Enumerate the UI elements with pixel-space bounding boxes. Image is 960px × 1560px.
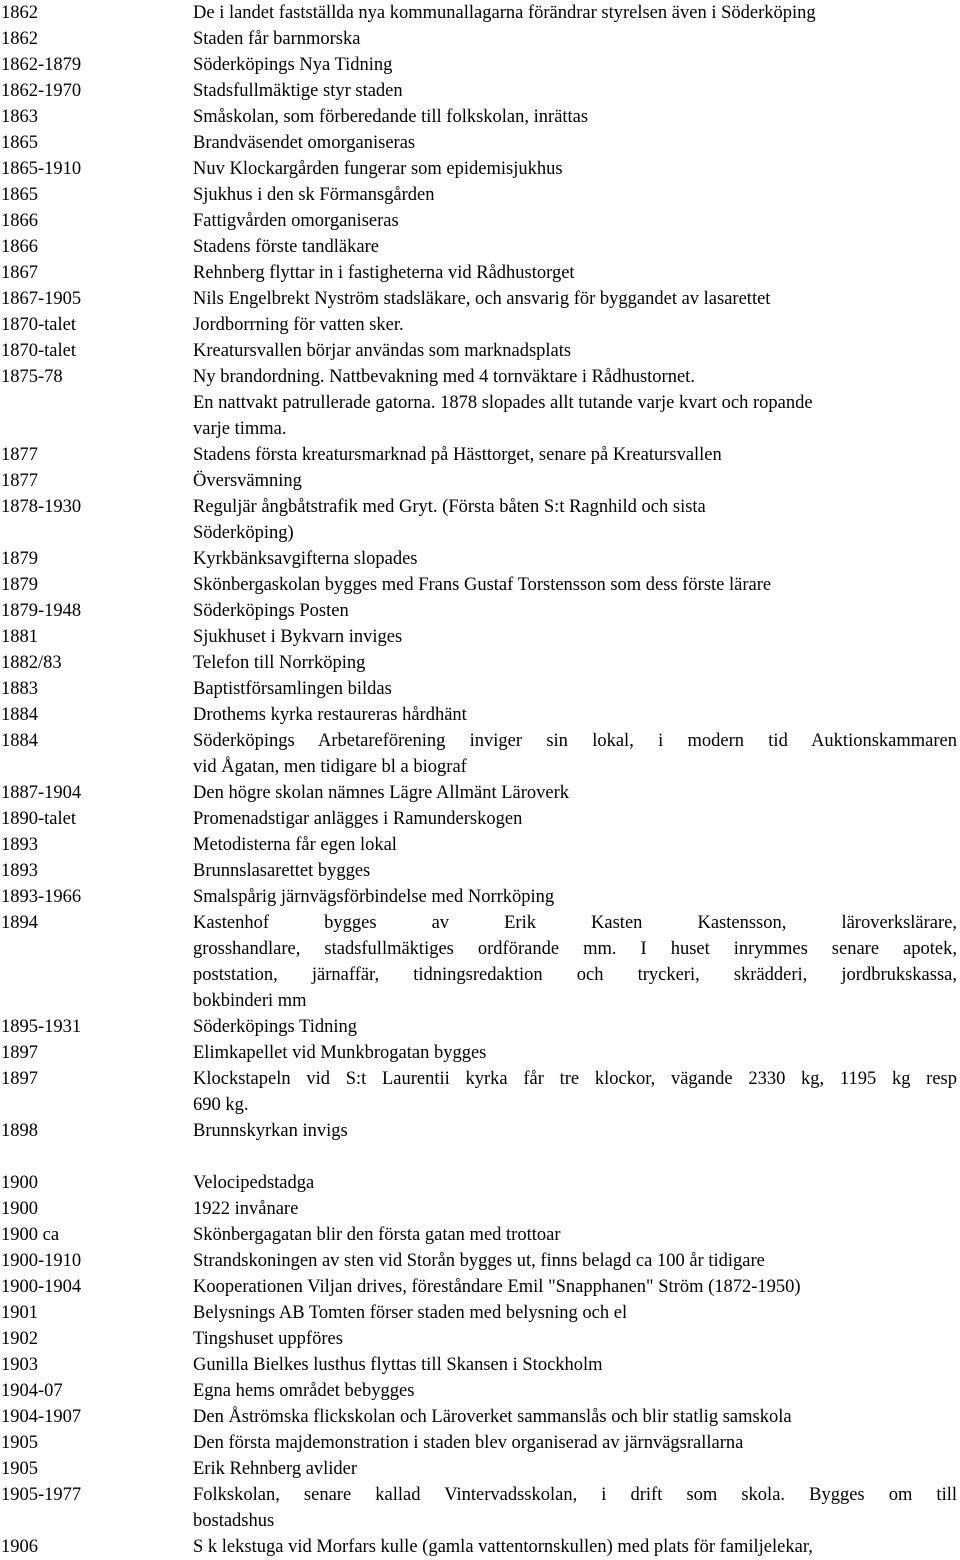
event-text-line: Den första majdemonstration i staden blev organiserad av järnvägsrallarna (193, 1433, 744, 1453)
year-cell: 1866 (1, 237, 38, 257)
event-text-line: varje timma. (193, 419, 287, 439)
year-cell: 1902 (1, 1329, 38, 1349)
event-text-line: Sjukhuset i Bykvarn inviges (193, 627, 403, 647)
event-text-line: Söderköpings Nya Tidning (193, 55, 393, 75)
timeline-row (0, 130, 960, 156)
event-text-line: Söderköpings Posten (193, 601, 349, 621)
event-cell (193, 546, 957, 572)
event-text-line: Klockstapeln vid S:t Laurentii kyrka får tre klockor, vägande 2330 kg, 1195 kg resp (193, 1069, 957, 1089)
timeline-row (0, 1300, 960, 1326)
event-text-line: Skönbergaskolan bygges med Frans Gustaf Torstensson som dess förste lärare (193, 575, 772, 595)
year-cell: 1884 (1, 731, 38, 751)
year-cell: 1865 (1, 185, 38, 205)
year-cell: 1867-1905 (1, 289, 82, 309)
event-text-line: Strandskoningen av sten vid Storån bygges ut, finns belagd ca 100 år tidigare (193, 1251, 765, 1271)
timeline-row (0, 1352, 960, 1378)
event-text-line: Jordborrning för vatten sker. (193, 315, 404, 335)
year-cell: 1900 (1, 1199, 38, 1219)
timeline-row (0, 104, 960, 130)
timeline-row (0, 1430, 960, 1456)
event-text-line: Telefon till Norrköping (193, 653, 366, 673)
event-text-line: Nuv Klockargården fungerar som epidemisjukhus (193, 159, 563, 179)
event-cell (193, 156, 957, 182)
event-cell (193, 442, 957, 468)
event-text-line: Söderköping) (193, 523, 294, 543)
year-cell: 1875-78 (1, 367, 63, 387)
year-cell: 1900-1910 (1, 1251, 82, 1271)
year-cell: 1903 (1, 1355, 38, 1375)
event-text-line: Promenadstigar anlägges i Ramunderskogen (193, 809, 523, 829)
event-text-line: Söderköpings Arbetareförening inviger sin lokal, i modern tid Auktionskammaren (193, 731, 957, 751)
event-text-line: Staden får barnmorska (193, 29, 361, 49)
event-text-line: Söderköpings Tidning (193, 1017, 357, 1037)
year-cell: 1879-1948 (1, 601, 82, 621)
event-text-line: Brunnskyrkan invigs (193, 1121, 348, 1141)
event-cell (193, 208, 957, 234)
timeline-row (0, 728, 960, 780)
year-cell: 1893-1966 (1, 887, 82, 907)
event-cell (193, 572, 957, 598)
event-text-line: 1922 invånare (193, 1199, 299, 1219)
timeline-row (0, 546, 960, 572)
year-cell: 1900 ca (1, 1225, 60, 1245)
event-text-line: bokbinderi mm (193, 991, 307, 1011)
event-text-line: Egna hems området bebygges (193, 1381, 415, 1401)
year-cell: 1879 (1, 549, 38, 569)
year-cell: 1870-talet (1, 315, 77, 335)
year-cell: 1878-1930 (1, 497, 82, 517)
year-cell: 1865 (1, 133, 38, 153)
year-cell: 1904-1907 (1, 1407, 82, 1427)
year-cell: 1883 (1, 679, 38, 699)
year-cell: 1881 (1, 627, 38, 647)
spacer-row (0, 1144, 960, 1170)
year-cell: 1879 (1, 575, 38, 595)
year-cell: 1862-1879 (1, 55, 82, 75)
event-cell (193, 1300, 957, 1326)
year-cell: 1893 (1, 835, 38, 855)
event-cell (193, 0, 957, 26)
year-cell: 1905 (1, 1433, 38, 1453)
event-text-line: Folkskolan, senare kallad Vintervadsskolan, i drift som skola. Bygges om till (193, 1485, 957, 1505)
event-cell (193, 1404, 957, 1430)
timeline-row (0, 52, 960, 78)
event-text-line: Brandväsendet omorganiseras (193, 133, 416, 153)
timeline-row (0, 1378, 960, 1404)
timeline-row (0, 806, 960, 832)
year-cell: 1893 (1, 861, 38, 881)
event-text-line: vid Ågatan, men tidigare bl a biograf (193, 757, 467, 777)
event-cell (193, 1248, 957, 1274)
event-text-line: S k lekstuga vid Morfars kulle (gamla vattentornskullen) med plats för familjelekar, (193, 1537, 813, 1557)
event-text-line: Drothems kyrka restaureras hårdhänt (193, 705, 467, 725)
year-cell: 1905-1977 (1, 1485, 82, 1505)
timeline-row (0, 208, 960, 234)
event-text-line: En nattvakt patrullerade gatorna. 1878 slopades allt tutande varje kvart och ropande (193, 393, 813, 413)
timeline-row (0, 884, 960, 910)
event-cell (193, 910, 957, 1014)
event-cell (193, 806, 957, 832)
event-cell (193, 104, 957, 130)
event-text-line: Metodisterna får egen lokal (193, 835, 397, 855)
event-cell (193, 338, 957, 364)
timeline-row (0, 0, 960, 26)
event-text-line: Stadsfullmäktige styr staden (193, 81, 403, 101)
event-text-line: Elimkapellet vid Munkbrogatan bygges (193, 1043, 487, 1063)
timeline-row (0, 364, 960, 442)
event-cell (193, 1456, 957, 1482)
timeline-row (0, 1248, 960, 1274)
timeline-row (0, 286, 960, 312)
event-text-line: 690 kg. (193, 1095, 249, 1115)
timeline-row (0, 1326, 960, 1352)
event-cell (193, 1040, 957, 1066)
timeline-row (0, 442, 960, 468)
event-cell (193, 1014, 957, 1040)
event-text-line: Sjukhus i den sk Förmansgården (193, 185, 435, 205)
event-cell (193, 182, 957, 208)
year-cell: 1867 (1, 263, 38, 283)
timeline-row (0, 494, 960, 546)
timeline-row (0, 1222, 960, 1248)
timeline-row (0, 1118, 960, 1144)
event-cell (193, 1352, 957, 1378)
year-cell: 1904-07 (1, 1381, 63, 1401)
event-cell (193, 1170, 957, 1196)
year-cell: 1894 (1, 913, 38, 933)
event-cell (193, 858, 957, 884)
event-text-line: Smalspårig järnvägsförbindelse med Norrköping (193, 887, 555, 907)
event-text-line: Tingshuset uppföres (193, 1329, 343, 1349)
year-cell: 1866 (1, 211, 38, 231)
event-text-line: Brunnslasarettet bygges (193, 861, 371, 881)
event-cell (193, 624, 957, 650)
year-cell: 1895-1931 (1, 1017, 82, 1037)
event-text-line: Skönbergagatan blir den första gatan med trottoar (193, 1225, 561, 1245)
timeline-row (0, 1040, 960, 1066)
event-cell (193, 468, 957, 494)
year-cell: 1882/83 (1, 653, 62, 673)
timeline-row (0, 182, 960, 208)
event-text-line: De i landet fastställda nya kommunallagarna förändrar styrelsen även i Söderköping (193, 3, 816, 23)
event-text-line: Fattigvården omorganiseras (193, 211, 399, 231)
event-cell (193, 78, 957, 104)
event-text-line: Kreatursvallen börjar användas som marknadsplats (193, 341, 572, 361)
event-text-line: Belysnings AB Tomten förser staden med belysning och el (193, 1303, 628, 1323)
timeline-row (0, 650, 960, 676)
event-cell (193, 1222, 957, 1248)
year-cell: 1862-1970 (1, 81, 82, 101)
event-cell (193, 1326, 957, 1352)
event-cell (193, 702, 957, 728)
event-text-line: Kooperationen Viljan drives, föreståndare Emil "Snapphanen" Ström (1872-1950) (193, 1277, 801, 1297)
timeline-row (0, 598, 960, 624)
event-text-line: bostadshus (193, 1511, 275, 1531)
timeline-row (0, 572, 960, 598)
event-text-line: Ny brandordning. Nattbevakning med 4 tornväktare i Rådhustornet. (193, 367, 695, 387)
event-cell (193, 364, 957, 442)
event-cell (193, 260, 957, 286)
event-text-line: Kastenhof bygges av Erik Kasten Kastensson, läroverkslärare, (193, 913, 957, 933)
timeline-row (0, 1482, 960, 1534)
year-cell: 1863 (1, 107, 38, 127)
event-text-line: grosshandlare, stadsfullmäktiges ordförande mm. I huset inrymmes senare apotek, (193, 939, 957, 959)
event-text-line: Gunilla Bielkes lusthus flyttas till Skansen i Stockholm (193, 1355, 603, 1375)
timeline-row (0, 832, 960, 858)
event-cell (193, 780, 957, 806)
year-cell: 1877 (1, 471, 38, 491)
timeline-row (0, 234, 960, 260)
timeline-row (0, 1404, 960, 1430)
event-cell (193, 1430, 957, 1456)
year-cell: 1900-1904 (1, 1277, 82, 1297)
timeline-row (0, 1196, 960, 1222)
timeline-row (0, 26, 960, 52)
event-text-line: Velocipedstadga (193, 1173, 315, 1193)
year-cell: 1898 (1, 1121, 38, 1141)
event-cell (193, 286, 957, 312)
event-cell (193, 676, 957, 702)
event-cell (193, 1196, 957, 1222)
event-cell (193, 494, 957, 546)
year-cell: 1877 (1, 445, 38, 465)
event-cell (193, 884, 957, 910)
event-cell (193, 1118, 957, 1144)
timeline-row (0, 338, 960, 364)
year-cell: 1905 (1, 1459, 38, 1479)
timeline-row (0, 260, 960, 286)
year-cell: 1901 (1, 1303, 38, 1323)
event-cell (193, 26, 957, 52)
timeline-row (0, 468, 960, 494)
event-text-line: Baptistförsamlingen bildas (193, 679, 392, 699)
timeline-row (0, 624, 960, 650)
timeline-row (0, 910, 960, 1014)
event-text-line: poststation, järnaffär, tidningsredaktion och tryckeri, skrädderi, jordbrukskassa, (193, 965, 957, 985)
year-cell: 1900 (1, 1173, 38, 1193)
event-cell (193, 598, 957, 624)
timeline-row (0, 858, 960, 884)
event-cell (193, 1534, 957, 1560)
event-cell (193, 1274, 957, 1300)
event-text-line: Rehnberg flyttar in i fastigheterna vid Rådhustorget (193, 263, 575, 283)
timeline-row (0, 702, 960, 728)
year-cell: 1906 (1, 1537, 38, 1557)
event-cell (193, 52, 957, 78)
event-cell (193, 1482, 957, 1534)
year-cell: 1870-talet (1, 341, 77, 361)
year-cell: 1897 (1, 1043, 38, 1063)
year-cell: 1865-1910 (1, 159, 82, 179)
event-cell (193, 650, 957, 676)
event-text-line: Nils Engelbrekt Nyström stadsläkare, och ansvarig för byggandet av lasarettet (193, 289, 771, 309)
timeline-row (0, 676, 960, 702)
event-cell (193, 1066, 957, 1118)
year-cell: 1884 (1, 705, 38, 725)
timeline-row (0, 1014, 960, 1040)
timeline-row (0, 780, 960, 806)
event-text-line: Stadens första kreatursmarknad på Hästtorget, senare på Kreatursvallen (193, 445, 722, 465)
timeline-row (0, 1066, 960, 1118)
event-text-line: Översvämning (193, 471, 302, 491)
event-text-line: Stadens förste tandläkare (193, 237, 379, 257)
timeline-row (0, 78, 960, 104)
event-cell (193, 234, 957, 260)
event-text-line: Den högre skolan nämnes Lägre Allmänt Läroverk (193, 783, 570, 803)
event-cell (193, 832, 957, 858)
timeline-row (0, 156, 960, 182)
year-cell: 1887-1904 (1, 783, 82, 803)
event-text-line: Den Åströmska flickskolan och Läroverket sammanslås och blir statlig samskola (193, 1407, 792, 1427)
year-cell: 1890-talet (1, 809, 77, 829)
event-cell (193, 130, 957, 156)
timeline-row (0, 1170, 960, 1196)
event-text-line: Reguljär ångbåtstrafik med Gryt. (Första båten S:t Ragnhild och sista (193, 497, 706, 517)
year-cell: 1862 (1, 29, 38, 49)
year-cell: 1897 (1, 1069, 38, 1089)
timeline-row (0, 312, 960, 338)
event-text-line: Kyrkbänksavgifterna slopades (193, 549, 418, 569)
event-cell (193, 312, 957, 338)
event-cell (193, 1378, 957, 1404)
year-cell: 1862 (1, 3, 38, 23)
timeline-row (0, 1534, 960, 1560)
timeline-row (0, 1274, 960, 1300)
timeline-row (0, 1456, 960, 1482)
event-text-line: Erik Rehnberg avlider (193, 1459, 358, 1479)
event-text-line: Småskolan, som förberedande till folkskolan, inrättas (193, 107, 589, 127)
event-cell (193, 728, 957, 780)
